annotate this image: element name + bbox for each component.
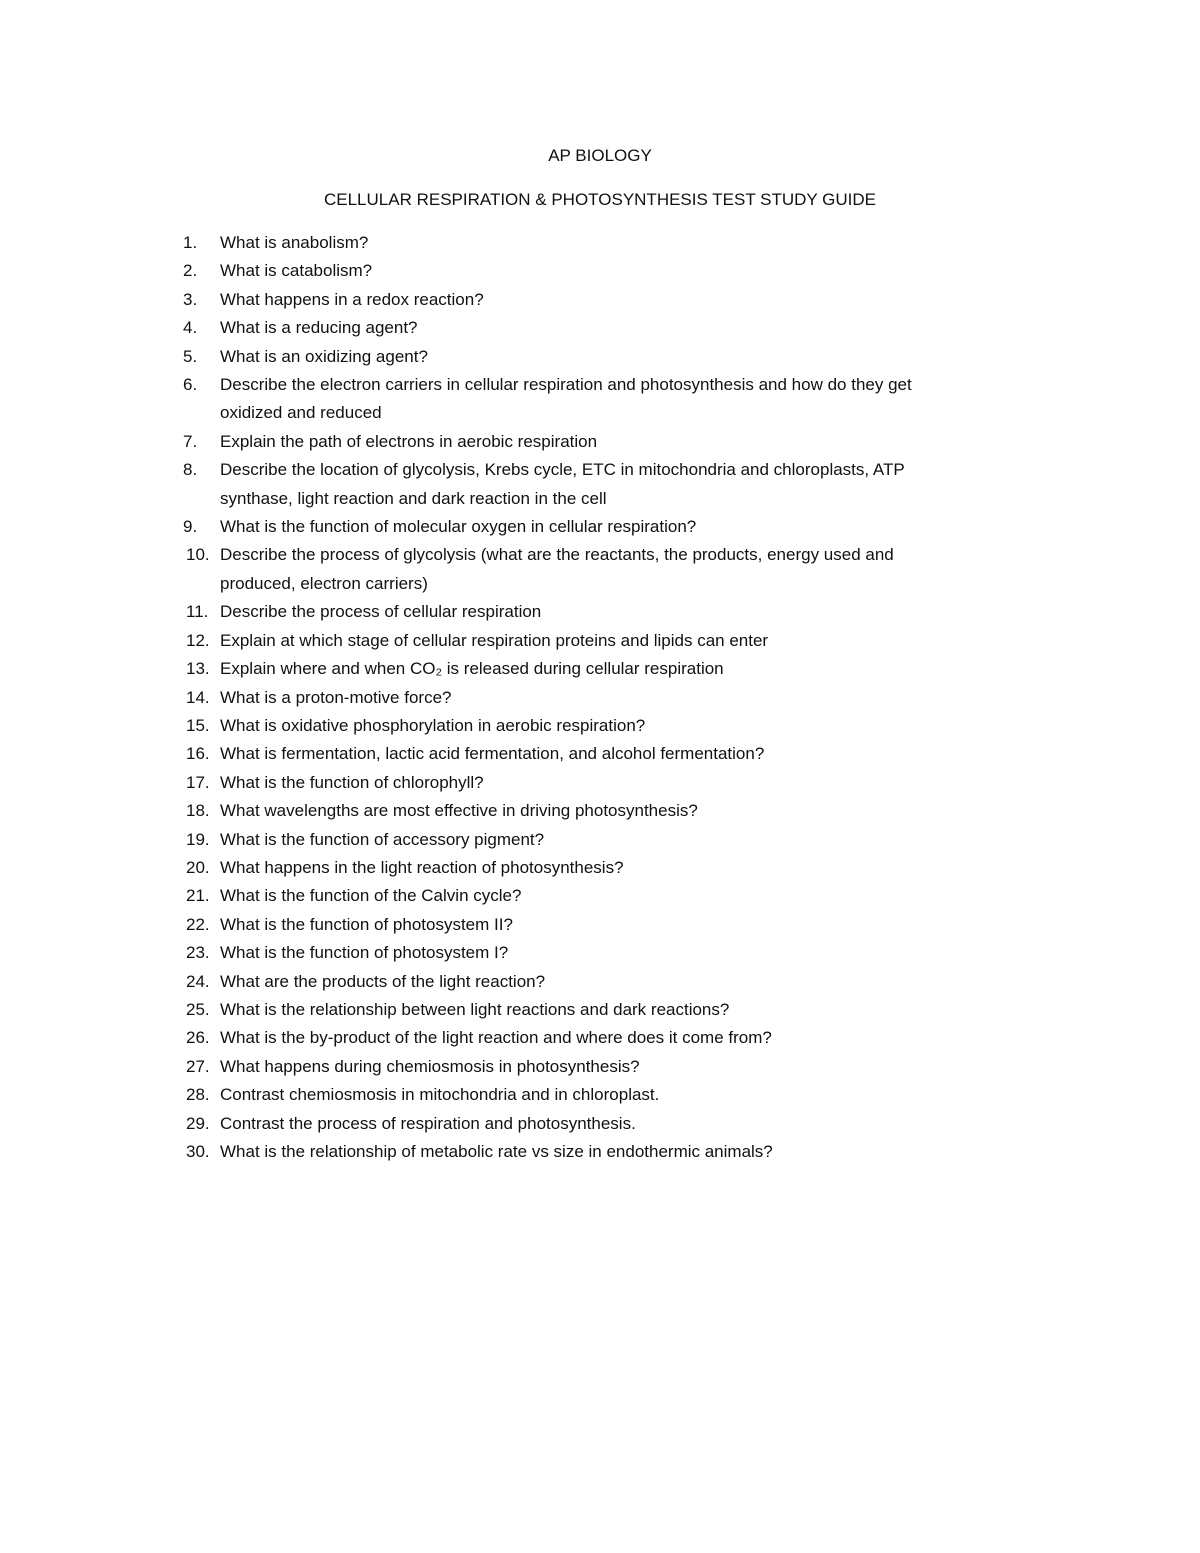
question-item	[0, 1081, 1060, 1109]
question-item	[0, 684, 1060, 712]
document-subtitle: CELLULAR RESPIRATION & PHOTOSYNTHESIS TEST STUDY GUIDE	[323, 190, 876, 209]
question-number: 24.	[186, 971, 210, 991]
question-text	[220, 797, 1060, 825]
question-number: 25.	[186, 999, 210, 1019]
question-text-line: What is the relationship between light reactions and dark reactions?	[220, 999, 730, 1019]
question-text-line: What happens during chemiosmosis in photosynthesis?	[220, 1056, 640, 1076]
question-item	[0, 598, 1060, 626]
question-text	[220, 911, 1060, 939]
question-text-line: Contrast the process of respiration and photosynthesis.	[220, 1113, 636, 1133]
question-number: 15.	[186, 715, 210, 735]
question-text-line: What is the function of molecular oxygen in cellular respiration?	[220, 517, 697, 537]
question-text-line: Describe the location of glycolysis, Krebs cycle, ETC in mitochondria and chloroplasts, ATP	[220, 460, 905, 480]
question-text-line: What is the function of photosystem II?	[220, 914, 513, 934]
question-item	[0, 1053, 1060, 1081]
question-item	[0, 854, 1060, 882]
question-number: 9.	[183, 517, 198, 537]
question-number: 10.	[186, 545, 210, 565]
question-text-line: What is the function of photosystem I?	[220, 943, 509, 963]
question-text	[220, 1110, 1060, 1138]
question-number: 28.	[186, 1085, 210, 1105]
question-number: 29.	[186, 1113, 210, 1133]
question-number: 3.	[183, 289, 198, 309]
question-item	[0, 1138, 1060, 1166]
question-text-line: synthase, light reaction and dark reaction in the cell	[220, 488, 607, 508]
question-item	[0, 627, 1060, 655]
question-text	[220, 882, 1060, 910]
question-text	[220, 428, 1060, 456]
question-number: 8.	[183, 460, 198, 480]
question-text	[220, 769, 1060, 797]
question-text-line: Describe the electron carriers in cellular respiration and photosynthesis and how do they get	[220, 375, 912, 395]
question-text	[220, 1081, 1060, 1109]
question-item	[0, 541, 1060, 598]
question-text-line: Contrast chemiosmosis in mitochondria and in chloroplast.	[220, 1085, 660, 1105]
question-number: 13.	[186, 659, 210, 679]
question-text-line: What is the function of chlorophyll?	[220, 772, 484, 792]
question-item	[0, 968, 1060, 996]
question-item	[0, 428, 1060, 456]
question-text-line: What is a proton-motive force?	[220, 687, 452, 707]
question-number: 11.	[186, 602, 209, 622]
question-item	[0, 740, 1060, 768]
question-text	[220, 343, 1060, 371]
question-item	[0, 257, 1060, 285]
question-text	[220, 371, 1060, 428]
question-text-line: oxidized and reduced	[220, 403, 382, 423]
question-text-line: What is the by-product of the light reaction and where does it come from?	[220, 1028, 772, 1048]
question-item	[0, 826, 1060, 854]
question-number: 23.	[186, 943, 210, 963]
question-text-line: produced, electron carriers)	[220, 573, 428, 593]
question-number: 12.	[186, 630, 210, 650]
question-item	[0, 911, 1060, 939]
question-text-line: Describe the process of cellular respiration	[220, 602, 542, 622]
question-number: 20.	[186, 857, 210, 877]
question-number: 6.	[183, 375, 198, 395]
question-text	[220, 229, 1060, 257]
question-item	[0, 371, 1060, 428]
question-text	[220, 939, 1060, 967]
question-text	[220, 712, 1060, 740]
document-title: AP BIOLOGY	[548, 146, 652, 165]
question-item	[0, 343, 1060, 371]
question-item	[0, 229, 1060, 257]
question-text-line: What is fermentation, lactic acid fermentation, and alcohol fermentation?	[220, 744, 765, 764]
question-item	[0, 996, 1060, 1024]
question-item	[0, 513, 1060, 541]
question-text	[220, 456, 1060, 513]
question-text-line: What is catabolism?	[220, 261, 373, 281]
question-list	[0, 229, 1200, 1166]
question-number: 17.	[186, 772, 210, 792]
question-text-line: What happens in the light reaction of photosynthesis?	[220, 857, 624, 877]
question-number: 30.	[186, 1142, 210, 1161]
question-item	[0, 769, 1060, 797]
question-text	[220, 655, 1060, 683]
question-item	[0, 456, 1060, 513]
question-number: 2.	[183, 261, 198, 281]
question-text	[220, 627, 1060, 655]
question-item	[0, 712, 1060, 740]
question-text-line: Explain where and when CO₂ is released during cellular respiration	[220, 659, 724, 679]
question-text	[220, 314, 1060, 342]
question-text-line: What is a reducing agent?	[220, 318, 418, 338]
question-number: 4.	[183, 318, 198, 338]
question-text-line: What happens in a redox reaction?	[220, 289, 484, 309]
question-text	[220, 684, 1060, 712]
question-text	[220, 286, 1060, 314]
question-number: 1.	[183, 233, 198, 252]
question-text-line: What is an oxidizing agent?	[220, 346, 428, 366]
question-text	[220, 740, 1060, 768]
question-item	[0, 882, 1060, 910]
question-text-line: Explain at which stage of cellular respiration proteins and lipids can enter	[220, 630, 769, 650]
question-text	[220, 1138, 1060, 1166]
question-number: 16.	[186, 744, 210, 764]
question-item	[0, 286, 1060, 314]
question-number: 14.	[186, 687, 210, 707]
question-item	[0, 1024, 1060, 1052]
question-text-line: Explain the path of electrons in aerobic respiration	[220, 431, 598, 451]
question-number: 26.	[186, 1028, 210, 1048]
question-item	[0, 655, 1060, 683]
question-item	[0, 797, 1060, 825]
question-text	[220, 996, 1060, 1024]
question-item	[0, 314, 1060, 342]
question-text-line: What is the function of the Calvin cycle?	[220, 886, 522, 906]
question-text-line: What is the relationship of metabolic rate vs size in endothermic animals?	[220, 1142, 773, 1161]
question-text	[220, 257, 1060, 285]
question-text	[220, 826, 1060, 854]
question-number: 5.	[183, 346, 198, 366]
question-text	[220, 968, 1060, 996]
question-text-line: What wavelengths are most effective in driving photosynthesis?	[220, 801, 698, 821]
question-text-line: What is anabolism?	[220, 233, 369, 252]
question-text-line: What is oxidative phosphorylation in aerobic respiration?	[220, 715, 646, 735]
question-item	[0, 1110, 1060, 1138]
question-number: 21.	[186, 886, 210, 906]
question-text	[220, 541, 1060, 598]
question-item	[0, 939, 1060, 967]
question-text-line: Describe the process of glycolysis (what are the reactants, the products, energy used and	[220, 545, 894, 565]
question-text	[220, 1024, 1060, 1052]
question-text-line: What is the function of accessory pigment?	[220, 829, 545, 849]
question-number: 27.	[186, 1056, 210, 1076]
question-text	[220, 1053, 1060, 1081]
question-text	[220, 854, 1060, 882]
question-number: 18.	[186, 801, 210, 821]
question-number: 7.	[183, 431, 198, 451]
question-text	[220, 513, 1060, 541]
question-text-line: What are the products of the light reaction?	[220, 971, 546, 991]
question-text	[220, 598, 1060, 626]
question-number: 19.	[186, 829, 210, 849]
question-number: 22.	[186, 914, 210, 934]
